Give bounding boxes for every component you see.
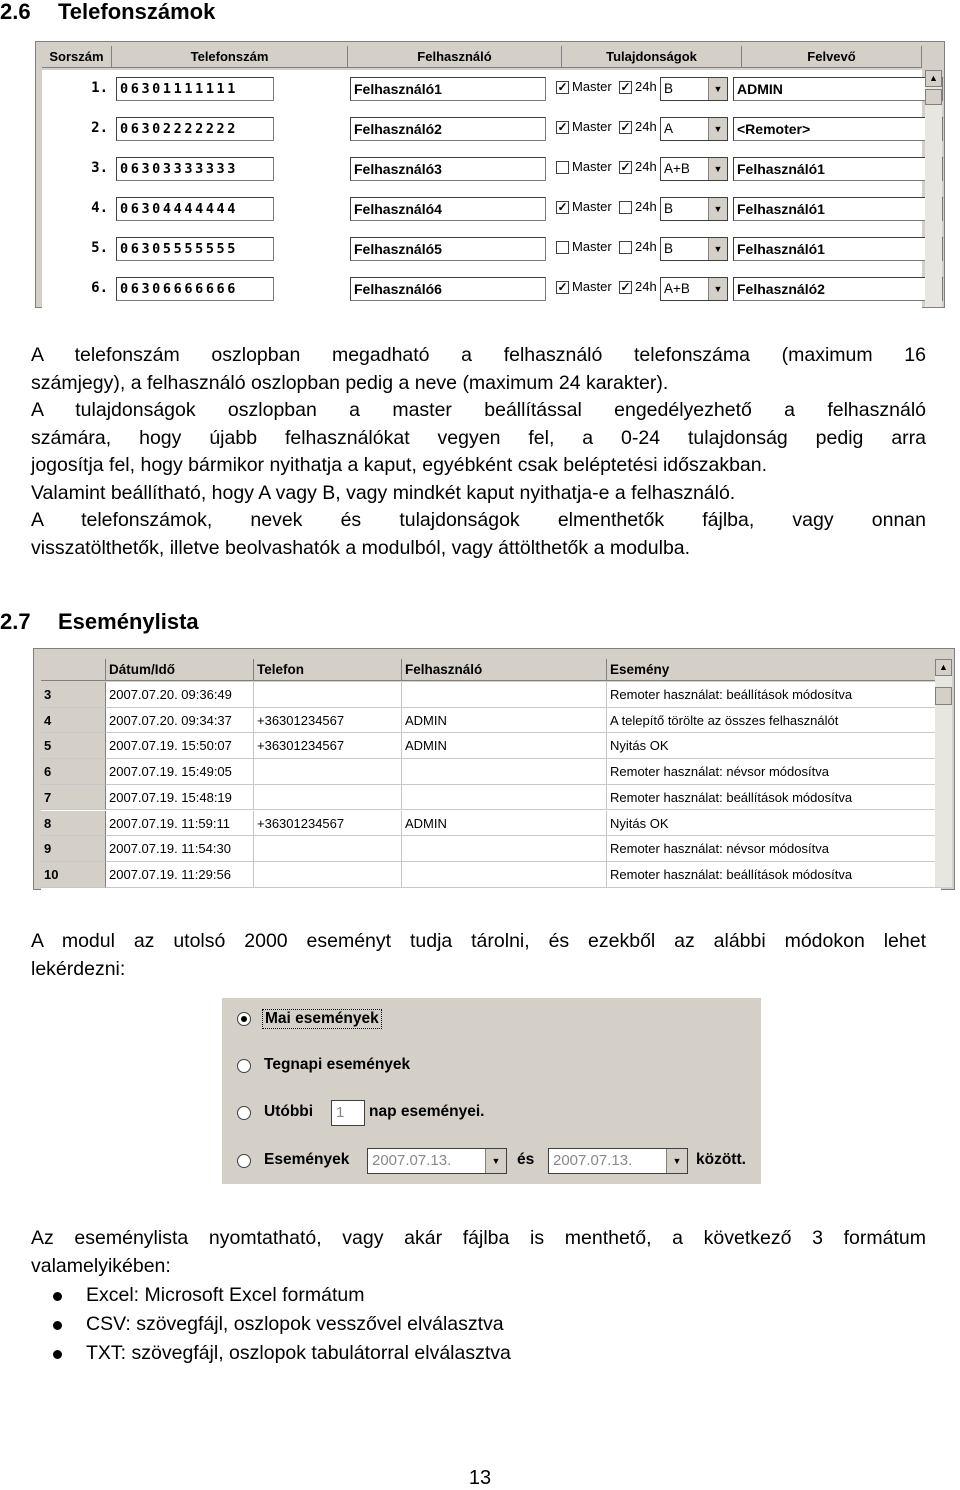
phone-number-field[interactable]: 06304444444	[116, 197, 274, 221]
format-list	[53, 1281, 511, 1368]
h24-label: 24h	[635, 119, 657, 134]
scroll-up-icon[interactable]: ▲	[925, 70, 942, 87]
door-select[interactable]	[660, 157, 728, 181]
row-index: 3	[41, 682, 106, 708]
scroll-up-icon[interactable]: ▲	[935, 659, 952, 676]
h24-label: 24h	[635, 79, 657, 94]
table-row[interactable]	[41, 862, 941, 888]
chevron-down-icon[interactable]: ▼	[708, 158, 727, 180]
table-row	[42, 270, 922, 310]
paragraph-line: jogosítja fel, hogy bármikor nyithatja a kaput, egyébként csak beléptetési időszakban.	[31, 454, 768, 476]
user-cell: ADMIN	[402, 811, 607, 837]
phone-number-field[interactable]: 06305555555	[116, 237, 274, 261]
h24-checkbox[interactable]	[619, 241, 632, 254]
master-label: Master	[572, 159, 612, 174]
page-number: 13	[468, 1467, 492, 1489]
phone-table-body	[42, 70, 922, 310]
event-storage-paragraph	[31, 928, 926, 983]
recorder-field: Felhasználó1	[733, 197, 943, 221]
h24-checkbox[interactable]: ✓	[620, 80, 631, 94]
bullet-icon	[53, 1321, 62, 1330]
master-checkbox[interactable]: ✓	[557, 80, 568, 94]
phone-cell: +36301234567	[254, 708, 402, 734]
row-number: 3.	[91, 160, 108, 176]
list-item-text: CSV: szövegfájl, oszlopok vesszővel elválasztva	[86, 1313, 504, 1335]
door-select[interactable]	[660, 277, 728, 301]
phone-cell	[254, 759, 402, 785]
user-name-field[interactable]: Felhasználó3	[350, 157, 546, 181]
column-header-row[interactable]	[41, 659, 106, 681]
radio-today[interactable]	[237, 1012, 251, 1026]
label-and: és	[517, 1151, 535, 1168]
chevron-down-icon[interactable]: ▼	[708, 238, 727, 260]
paragraph-line: számára, hogy újabb felhasználókat vegyen fel, a 0-24 tulajdonság pedig arra	[31, 426, 926, 449]
h24-checkbox[interactable]: ✓	[620, 120, 631, 134]
datetime-cell: 2007.07.20. 09:34:37	[106, 708, 254, 734]
door-value: A+B	[664, 161, 690, 176]
row-index: 6	[41, 759, 106, 785]
phone-number-field[interactable]: 06301111111	[116, 77, 274, 101]
section-title: Eseménylista	[58, 609, 199, 634]
event-cell: Remoter használat: beállítások módosítva	[607, 785, 941, 811]
user-cell: ADMIN	[402, 733, 607, 759]
paragraph-line: Valamint beállítható, hogy A vagy B, vagy mindkét kaput nyithatja-e a felhasználó.	[31, 481, 736, 504]
section-heading-phone	[0, 0, 215, 25]
label-last-suffix: nap eseményei.	[369, 1103, 485, 1120]
phone-table-scrollbar[interactable]	[925, 70, 942, 307]
event-cell: Remoter használat: beállítások módosítva	[607, 682, 941, 708]
table-row	[42, 230, 922, 270]
phone-cell: +36301234567	[254, 733, 402, 759]
column-header-datetime[interactable]: Dátum/Idő	[106, 659, 254, 681]
user-name-field[interactable]: Felhasználó5	[350, 237, 546, 261]
label-range-suffix: között.	[696, 1151, 746, 1168]
list-item	[53, 1310, 511, 1339]
column-header-event[interactable]: Esemény	[607, 659, 941, 681]
column-header-phone[interactable]: Telefonszám	[112, 46, 348, 68]
section-title: Telefonszámok	[58, 0, 216, 24]
user-cell	[402, 759, 607, 785]
row-number: 4.	[91, 200, 108, 216]
paragraph-line: A tulajdonságok oszlopban a master beállítással engedélyezhető a felhasználó	[31, 399, 926, 421]
chevron-down-icon[interactable]: ▼	[708, 78, 727, 100]
label-yesterday[interactable]: Tegnapi események	[264, 1056, 411, 1073]
user-name-field[interactable]: Felhasználó4	[350, 197, 546, 221]
list-item-text: Excel: Microsoft Excel formátum	[86, 1284, 365, 1306]
column-header-phone[interactable]: Telefon	[254, 659, 402, 681]
datetime-cell: 2007.07.20. 09:36:49	[106, 682, 254, 708]
datetime-cell: 2007.07.19. 15:50:07	[106, 733, 254, 759]
paragraph-line: Az eseménylista nyomtatható, vagy akár fájlba is menthető, a következő 3 formátum	[31, 1227, 926, 1249]
door-value: A+B	[664, 281, 690, 296]
chevron-down-icon[interactable]: ▼	[666, 1149, 687, 1173]
master-checkbox[interactable]: ✓	[557, 120, 568, 134]
user-name-field[interactable]: Felhasználó6	[350, 277, 546, 301]
row-number: 6.	[91, 280, 108, 296]
label-range-prefix[interactable]: Események	[264, 1151, 350, 1168]
event-table-header	[41, 659, 941, 681]
datetime-cell: 2007.07.19. 11:54:30	[106, 836, 254, 862]
paragraph-line: visszatölthetők, illetve beolvashatók a modulból, vagy áttölthetők a modulba.	[31, 536, 691, 559]
user-cell	[402, 785, 607, 811]
paragraph-line: lekérdezni:	[31, 957, 126, 980]
paragraph-line: számjegy), a felhasználó oszlopban pedig a neve (maximum 24 karakter).	[31, 371, 669, 394]
h24-checkbox[interactable]: ✓	[620, 160, 631, 174]
last-days-input[interactable]	[331, 1100, 365, 1126]
table-row	[42, 150, 922, 190]
table-row[interactable]	[41, 785, 941, 811]
row-number: 2.	[91, 120, 108, 136]
table-row	[42, 190, 922, 230]
table-row[interactable]	[41, 759, 941, 785]
bullet-icon	[53, 1350, 62, 1359]
chevron-down-icon[interactable]: ▼	[708, 198, 727, 220]
section-number: 2.6	[0, 0, 31, 24]
door-select[interactable]	[660, 237, 728, 261]
recorder-field: Felhasználó1	[733, 237, 943, 261]
row-index: 4	[41, 708, 106, 734]
row-index: 7	[41, 785, 106, 811]
user-cell	[402, 862, 607, 888]
master-checkbox[interactable]: ✓	[557, 200, 568, 214]
event-cell: A telepítő törölte az összes felhasználót	[607, 708, 941, 734]
row-number: 5.	[91, 240, 108, 256]
phone-number-field[interactable]: 06303333333	[116, 157, 274, 181]
radio-yesterday[interactable]	[237, 1059, 251, 1073]
column-header-recorder[interactable]: Felvevő	[742, 46, 922, 68]
paragraph-line: A telefonszám oszlopban megadható a felhasználó telefonszáma (maximum 16	[31, 344, 926, 366]
chevron-down-icon[interactable]: ▼	[485, 1149, 506, 1173]
event-cell: Remoter használat: névsor módosítva	[607, 759, 941, 785]
radio-date-range[interactable]	[237, 1154, 251, 1168]
master-label: Master	[572, 239, 612, 254]
phone-cell	[254, 785, 402, 811]
to-date-value: 2007.07.13.	[553, 1152, 633, 1169]
recorder-field: <Remoter>	[733, 117, 943, 141]
label-last-prefix[interactable]: Utóbbi	[264, 1103, 314, 1120]
column-header-user[interactable]: Felhasználó	[348, 46, 562, 68]
table-row	[42, 110, 922, 150]
table-row[interactable]	[41, 836, 941, 862]
h24-label: 24h	[635, 279, 657, 294]
phone-cell: +36301234567	[254, 811, 402, 837]
event-query-panel	[222, 998, 761, 1184]
row-number: 1.	[91, 80, 108, 96]
bullet-icon	[53, 1292, 62, 1301]
export-paragraph	[31, 1225, 926, 1280]
master-label: Master	[572, 119, 612, 134]
door-value: B	[664, 81, 674, 96]
h24-label: 24h	[635, 199, 657, 214]
door-select[interactable]	[660, 197, 728, 221]
recorder-field: ADMIN	[733, 77, 943, 101]
master-checkbox[interactable]	[556, 241, 569, 254]
table-row[interactable]	[41, 811, 941, 837]
phone-cell	[254, 682, 402, 708]
table-row[interactable]	[41, 733, 941, 759]
recorder-field: Felhasználó1	[733, 157, 943, 181]
phone-table-header	[42, 46, 922, 68]
datetime-cell: 2007.07.19. 11:59:11	[106, 811, 254, 837]
list-item	[53, 1339, 511, 1368]
from-date-select[interactable]	[367, 1148, 507, 1174]
column-header-user[interactable]: Felhasználó	[402, 659, 607, 681]
datetime-cell: 2007.07.19. 11:29:56	[106, 862, 254, 888]
event-cell: Nyitás OK	[607, 811, 941, 837]
door-value: B	[664, 241, 674, 256]
chevron-down-icon[interactable]: ▼	[708, 278, 727, 300]
user-cell: ADMIN	[402, 708, 607, 734]
row-index: 10	[41, 862, 106, 888]
list-item	[53, 1281, 511, 1310]
event-cell: Nyitás OK	[607, 733, 941, 759]
event-cell: Remoter használat: beállítások módosítva	[607, 862, 941, 888]
h24-checkbox[interactable]: ✓	[620, 280, 631, 294]
section-number: 2.7	[0, 609, 31, 634]
scroll-thumb[interactable]	[925, 89, 942, 105]
user-cell	[402, 682, 607, 708]
master-checkbox[interactable]: ✓	[557, 280, 568, 294]
table-row[interactable]	[41, 682, 941, 708]
column-header-properties[interactable]: Tulajdonságok	[562, 46, 742, 68]
door-select[interactable]	[660, 77, 728, 101]
phone-description-paragraph	[31, 342, 926, 562]
door-select[interactable]	[660, 117, 728, 141]
recorder-field: Felhasználó2	[733, 277, 943, 301]
master-label: Master	[572, 199, 612, 214]
row-index: 9	[41, 836, 106, 862]
phone-table-window	[35, 41, 945, 308]
event-table-scrollbar[interactable]	[935, 659, 952, 887]
last-days-value: 1	[336, 1104, 345, 1121]
label-today[interactable]: Mai események	[262, 1009, 382, 1029]
row-index: 8	[41, 811, 106, 837]
list-item-text: TXT: szövegfájl, oszlopok tabulátorral elválasztva	[86, 1342, 511, 1364]
event-cell: Remoter használat: névsor módosítva	[607, 836, 941, 862]
master-label: Master	[572, 79, 612, 94]
phone-cell	[254, 836, 402, 862]
to-date-select[interactable]	[548, 1148, 688, 1174]
master-label: Master	[572, 279, 612, 294]
datetime-cell: 2007.07.19. 15:48:19	[106, 785, 254, 811]
phone-number-field[interactable]: 06302222222	[116, 117, 274, 141]
table-row	[42, 70, 922, 110]
paragraph-line: A modul az utolsó 2000 eseményt tudja tárolni, és ezekből az alábbi módokon lehet	[31, 930, 926, 952]
section-heading-events	[0, 609, 199, 635]
table-row[interactable]	[41, 708, 941, 734]
door-value: A	[664, 121, 674, 136]
row-index: 5	[41, 733, 106, 759]
h24-checkbox[interactable]	[619, 201, 632, 214]
phone-number-field[interactable]: 06306666666	[116, 277, 274, 301]
from-date-value: 2007.07.13.	[372, 1152, 452, 1169]
radio-selected-dot	[241, 1016, 247, 1022]
radio-last-days[interactable]	[237, 1106, 251, 1120]
paragraph-line: A telefonszámok, nevek és tulajdonságok elmenthetők fájlba, vagy onnan	[31, 509, 926, 531]
user-cell	[402, 836, 607, 862]
phone-cell	[254, 862, 402, 888]
scroll-thumb[interactable]	[935, 687, 952, 705]
h24-label: 24h	[635, 239, 657, 254]
master-checkbox[interactable]	[556, 161, 569, 174]
h24-label: 24h	[635, 159, 657, 174]
event-table-body	[41, 682, 941, 892]
column-header-index[interactable]: Sorszám	[42, 46, 112, 68]
user-name-field[interactable]: Felhasználó2	[350, 117, 546, 141]
event-list-window	[33, 648, 955, 890]
paragraph-line: valamelyikében:	[31, 1254, 171, 1277]
door-value: B	[664, 201, 674, 216]
datetime-cell: 2007.07.19. 15:49:05	[106, 759, 254, 785]
user-name-field[interactable]: Felhasználó1	[350, 77, 546, 101]
chevron-down-icon[interactable]: ▼	[708, 118, 727, 140]
